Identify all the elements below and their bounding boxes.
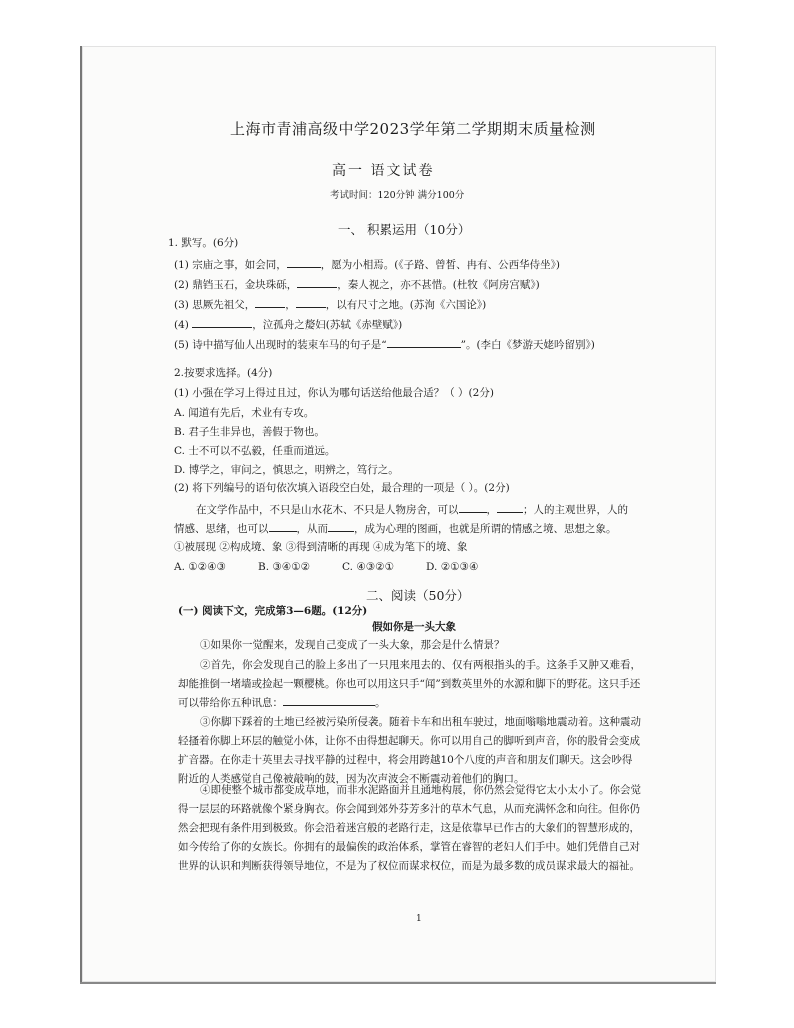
q2-option-c: C. 士不可以不弘毅，任重而道远。 <box>174 445 336 457</box>
q2-sub2: (2) 将下列编号的语句依次填入语段空白处，最合理的一项是（ ）。(2分) <box>174 482 510 494</box>
exam-title: 上海市青浦高级中学2023学年第二学期期末质量检测 <box>230 120 596 138</box>
q1-item-4: (4) ，泣孤舟之嫠妇(苏轼《赤壁赋》) <box>174 316 402 332</box>
q1-item-1: (1) 宗庙之事，如会同， ，愿为小相焉。(《子路、曾皙、冉有、公西华侍坐》) <box>174 256 560 272</box>
q2-phrases: ①被展现 ②构成境、象 ③得到清晰的再现 ④成为笔下的境、象 <box>174 541 468 553</box>
answer-blank[interactable] <box>328 520 354 532</box>
article-paragraph-2: ②首先，你会发现自己的脸上多出了一只甩来甩去的、仅有两根指头的手。这条手又肿又难看，却能推倒一堵墙或捡起一颗樱桃。你也可以用这只手“闻”到数英里外的水源和脚下的野花。这只手还可以带给你五种讯息： 。 <box>178 659 641 709</box>
q2-answer-a: A. ①②④③ <box>174 561 226 573</box>
q2-option-a: A. 闻道有先后，术业有专攻。 <box>174 407 315 419</box>
answer-blank[interactable] <box>459 501 487 513</box>
article-paragraph-3: ③你脚下踩着的土地已经被污染所侵袭。随着卡车和出租车驶过，地面嗡嗡地震动着。这种震动轻搔着你脚上环层的触觉小体，让你不由得想起聊天。你可以用自己的脚听到声音，你的股骨会变成扩音器。在你走十英里去寻找平静的过程中，将会用跨越10个八度的声音和朋友们聊天。这会吵得附近的人类感觉自己像被敲响的鼓，因为次声波会不断震动着他们的胸口。 <box>178 716 641 785</box>
q2-answer-d: D. ②①③④ <box>426 561 479 573</box>
exam-subtitle: 高一 语文试卷 <box>332 163 435 179</box>
paper-bottom-edge <box>80 982 716 984</box>
q2-passage-line2: 情感、思绪，也可以 ，从而 ，成为心理的图画，也就是所谓的情感之境、思想之象。 <box>174 520 617 536</box>
q1-item-2: (2) 鼎铛玉石，金块珠砾， ，秦人视之，亦不甚惜。(杜牧《阿房宫赋》) <box>174 276 540 292</box>
reading-part1-label: (一) 阅读下文，完成第3—6题。(12分) <box>178 605 368 617</box>
q2-sub1: (1) 小强在学习上得过且过，你认为哪句话送给他最合适？（ ）(2分) <box>174 387 494 399</box>
section2-heading: 二、阅读（50分） <box>366 588 470 603</box>
exam-info: 考试时间：120分钟 满分100分 <box>330 190 465 201</box>
section1-heading: 一、 积累运用（10分） <box>338 222 471 237</box>
q2-passage-line1: 在文学作品中，不只是山水花木、不只是人物房舍，可以 ， ；人的主观世界，人的 <box>196 501 628 517</box>
article-paragraph-4: ④即使整个城市都变成草地，而非水泥路面并且通地构展，你仍然会觉得它太小太小了。你会觉得一层层的环路就像个紧身胸衣。你会闻到郊外芬芳多汁的草木气息，从而充满怀念和向往。但你仍然会把现有条件用到极致。你会沿着迷宫般的老路行走，这是依靠早已作古的大象们的智慧形成的，如今传给了你的女族长。你拥有的最偏俟的政治体系，掌管在睿智的老妇人们手中。她们凭借自己对世界的认识和判断获得领导地位，不是为了权位而谋求权位，而是为最多数的成员谋求最大的福祉。 <box>178 784 641 872</box>
q2-option-b: B. 君子生非异也，善假于物也。 <box>174 426 325 438</box>
page-number: 1 <box>416 914 422 924</box>
answer-blank[interactable] <box>497 501 523 513</box>
q1-item-3: (3) 思厥先祖父， ， ，以有尺寸之地。(苏洵《六国论》) <box>174 296 486 312</box>
q1-item-5: (5) 诗中描写仙人出现时的装束车马的句子是“ ”。(李白《梦游天姥吟留别》) <box>174 336 595 352</box>
answer-blank[interactable] <box>387 336 461 348</box>
q2-label: 2.按要求选择。(4分) <box>174 367 273 379</box>
q2-answer-b: B. ③④①② <box>258 561 311 573</box>
answer-blank[interactable] <box>296 296 326 308</box>
answer-blank[interactable] <box>269 520 297 532</box>
q1-label: 1. 默写。(6分) <box>168 237 239 249</box>
answer-blank[interactable] <box>192 316 252 328</box>
article-paragraph-1: ①如果你一觉醒来，发现自己变成了一头大象，那会是什么情景？ <box>200 639 505 651</box>
q2-option-d: D. 博学之，审问之，慎思之，明辨之，笃行之。 <box>174 464 399 476</box>
answer-blank[interactable] <box>283 694 375 706</box>
answer-blank[interactable] <box>287 256 321 268</box>
article-title: 假如你是一头大象 <box>372 621 456 633</box>
answer-blank[interactable] <box>297 276 337 288</box>
answer-blank[interactable] <box>255 296 285 308</box>
q2-answer-c: C. ④③②① <box>342 561 394 573</box>
